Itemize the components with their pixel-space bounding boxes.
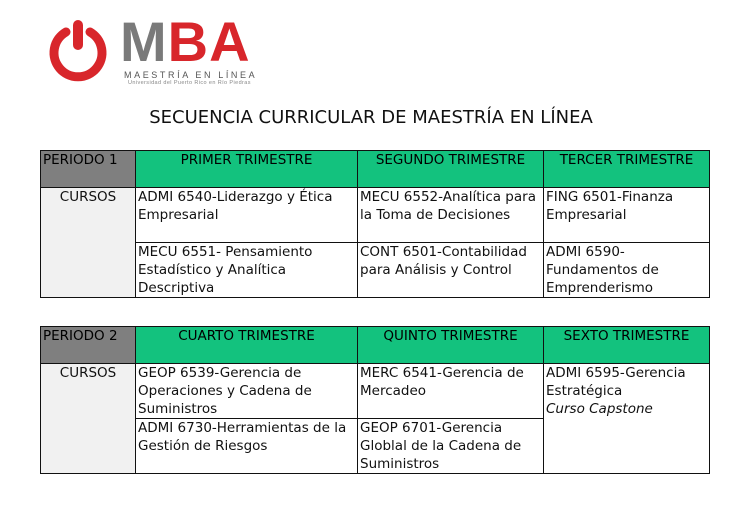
capstone-course-cell	[544, 364, 710, 474]
course-cell: GEOP 6539-Gerencia de Operaciones y Cadena de Suministros	[136, 364, 358, 419]
trimester-header: CUARTO TRIMESTRE	[136, 327, 358, 364]
course-cell: ADMI 6540-Liderazgo y Ética Empresarial	[136, 188, 358, 243]
brand-tagline: MAESTRÍA EN LÍNEA	[124, 70, 258, 80]
periodo-2-table	[40, 326, 710, 474]
brand-subtagline: Universidad del Puerto Rico en Río Piedras	[128, 80, 251, 86]
course-cell: GEOP 6701-Gerencia Globlal de la Cadena de Suministros	[358, 419, 544, 474]
course-cell: CONT 6501-Contabilidad para Análisis y Control	[358, 243, 544, 298]
trimester-header: QUINTO TRIMESTRE	[358, 327, 544, 364]
trimester-header: TERCER TRIMESTRE	[544, 151, 710, 188]
page-title: SECUENCIA CURRICULAR DE MAESTRÍA EN LÍNEA	[149, 107, 593, 128]
course-cell: MECU 6551- Pensamiento Estadístico y Analítica Descriptiva	[136, 243, 358, 298]
course-cell: MECU 6552-Analítica para la Toma de Decisiones	[358, 188, 544, 243]
power-icon	[46, 18, 110, 82]
trimester-header: SEXTO TRIMESTRE	[544, 327, 710, 364]
period-label: PERIODO 1	[41, 151, 136, 188]
trimester-header: PRIMER TRIMESTRE	[136, 151, 358, 188]
cursos-label: CURSOS	[41, 364, 136, 474]
course-cell: ADMI 6730-Herramientas de la Gestión de Riesgos	[136, 419, 358, 474]
course-cell: ADMI 6590-Fundamentos de Emprenderismo	[544, 243, 710, 298]
course-title: ADMI 6595-Gerencia Estratégica	[546, 365, 686, 399]
trimester-header: SEGUNDO TRIMESTRE	[358, 151, 544, 188]
brand-wordmark: MBA	[120, 10, 251, 73]
course-cell: FING 6501-Finanza Empresarial	[544, 188, 710, 243]
period-label: PERIODO 2	[41, 327, 136, 364]
cursos-label: CURSOS	[41, 188, 136, 298]
periodo-1-table	[40, 150, 710, 298]
capstone-note: Curso Capstone	[546, 401, 653, 417]
course-cell: MERC 6541-Gerencia de Mercadeo	[358, 364, 544, 419]
mba-logo	[46, 10, 296, 86]
